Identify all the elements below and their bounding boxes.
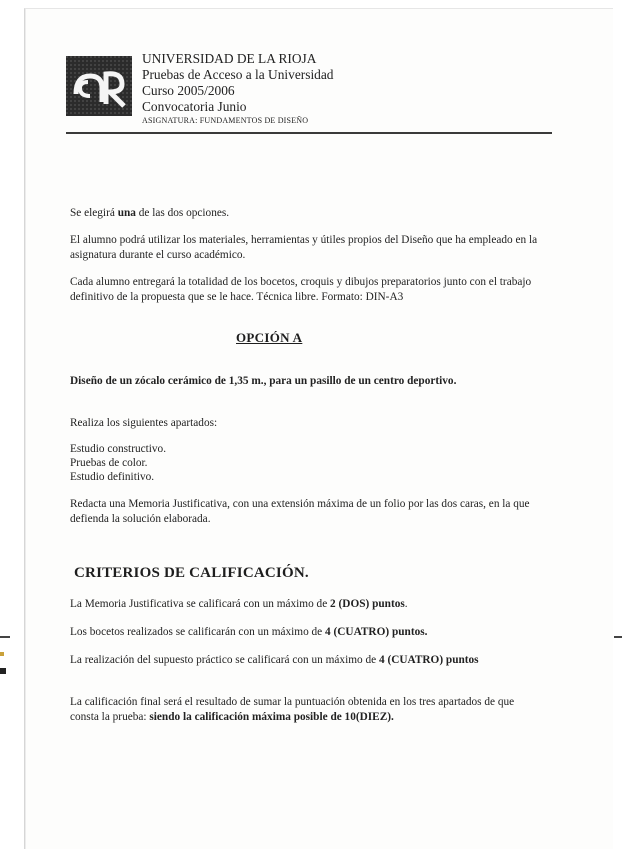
- instruction-choose: Se elegirá una de las dos opciones.: [70, 207, 230, 219]
- scan-edge-mark: [0, 652, 4, 656]
- header-block: [142, 52, 334, 127]
- university-logo-icon: [66, 56, 132, 116]
- option-title: OPCIÓN A: [236, 330, 303, 345]
- university-name: UNIVERSIDAD DE LA RIOJA: [142, 51, 317, 66]
- criteria-practico: La realización del supuesto práctico se calificará con un máximo de 4 (CUATRO) puntos: [70, 654, 479, 666]
- subject-name: ASIGNATURA: FUNDAMENTOS DE DISEÑO: [142, 116, 309, 125]
- exam-name: Pruebas de Acceso a la Universidad: [142, 67, 334, 82]
- scan-edge-mark: [0, 636, 10, 638]
- course-year: Curso 2005/2006: [142, 83, 235, 98]
- option-task: Diseño de un zócalo cerámico de 1,35 m., para un pasillo de un centro deportivo.: [70, 375, 457, 387]
- option-memoria: Redacta una Memoria Justificativa, con una extensión máxima de un folio por las dos caras, en la que defienda la solución elaborada.: [70, 498, 530, 525]
- scan-edge-mark: [614, 636, 622, 638]
- option-intro: Realiza los siguientes apartados:: [70, 417, 218, 429]
- option-item-3: Estudio definitivo.: [70, 471, 155, 483]
- criteria-title: CRITERIOS DE CALIFICACIÓN.: [74, 565, 309, 581]
- exam-session: Convocatoria Junio: [142, 99, 247, 114]
- instruction-delivery: Cada alumno entregará la totalidad de los bocetos, croquis y dibujos preparatorios junto con el trabajo definitivo de la propuesta que se le hace. Técnica libre. Formato: DIN-A3: [70, 276, 532, 303]
- criteria-memoria: La Memoria Justificativa se calificará con un máximo de 2 (DOS) puntos.: [70, 598, 408, 610]
- header-divider: [66, 132, 552, 134]
- criteria-bocetos: Los bocetos realizados se calificarán con un máximo de 4 (CUATRO) puntos.: [70, 626, 428, 638]
- instruction-materials: El alumno podrá utilizar los materiales, herramientas y útiles propios del Diseño que ha empleado en la asignatura durante el curso académico.: [70, 234, 538, 261]
- scan-edge-mark: [0, 668, 6, 674]
- option-item-1: Estudio constructivo.: [70, 443, 167, 455]
- criteria-final: La calificación final será el resultado de sumar la puntuación obtenida en los tres apartados de que consta la prueba: siendo la calificación máxima posible de 10(DIEZ).: [70, 696, 515, 723]
- option-item-2: Pruebas de color.: [70, 457, 148, 469]
